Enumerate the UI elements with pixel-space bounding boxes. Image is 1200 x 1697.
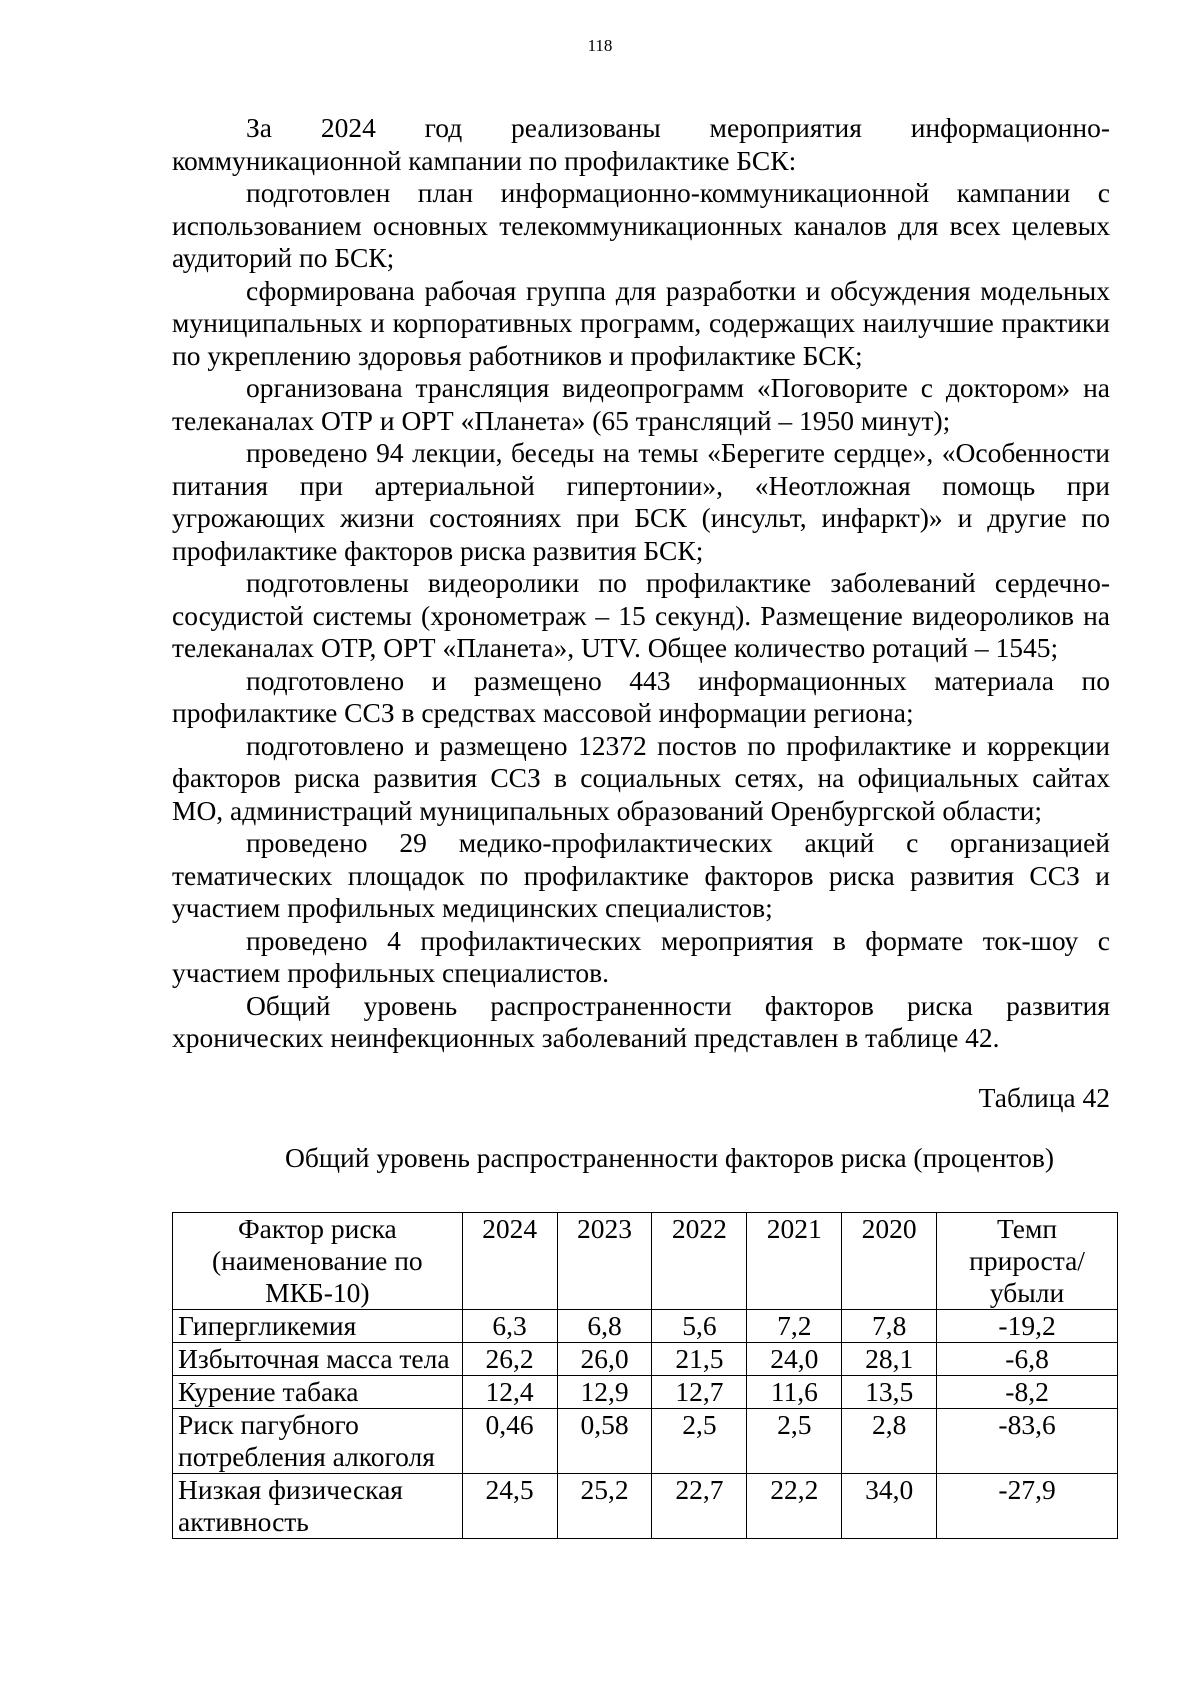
paragraph: организована трансляция видеопрограмм «Поговорите с доктором» на телеканалах ОТР и ОРТ «Планета» (65 трансляций – 1950 минут); bbox=[172, 372, 1110, 436]
paragraph: проведено 4 профилактических мероприятия в формате ток-шоу с участием профильных специалистов. bbox=[172, 924, 1110, 988]
cell-value: 28,1 bbox=[842, 1343, 937, 1376]
paragraph: За 2024 год реализованы мероприятия информационно-коммуникационной кампании по профилактике БСК: bbox=[172, 112, 1110, 176]
header-year: 2024 bbox=[462, 1213, 557, 1310]
table-caption: Таблица 42 bbox=[978, 1082, 1110, 1113]
cell-value: 24,5 bbox=[462, 1474, 557, 1539]
paragraph: проведено 29 медико-профилактических акций с организацией тематических площадок по профилактике факторов риска развития ССЗ и участием профильных медицинских специалистов; bbox=[172, 827, 1110, 923]
cell-growth: -8,2 bbox=[937, 1376, 1118, 1409]
cell-value: 24,0 bbox=[747, 1343, 842, 1376]
paragraph: Общий уровень распространенности факторов риска развития хронических неинфекционных заболеваний представлен в таблице 42. bbox=[172, 989, 1110, 1053]
risk-factors-table bbox=[172, 1212, 1118, 1539]
header-growth: Темп прироста/ убыли bbox=[937, 1213, 1118, 1310]
cell-growth: -19,2 bbox=[937, 1310, 1118, 1343]
page-number: 118 bbox=[587, 36, 613, 55]
paragraph: сформирована рабочая группа для разработки и обсуждения модельных муниципальных и корпоративных программ, содержащих наилучшие практики по укреплению здоровья работников и профилактике БСК; bbox=[172, 274, 1110, 371]
cell-value: 22,2 bbox=[747, 1474, 842, 1539]
cell-value: 13,5 bbox=[842, 1376, 937, 1409]
header-year: 2023 bbox=[557, 1213, 652, 1310]
cell-value: 22,7 bbox=[652, 1474, 747, 1539]
cell-value: 0,46 bbox=[462, 1409, 557, 1474]
header-year: 2022 bbox=[652, 1213, 747, 1310]
cell-value: 12,4 bbox=[462, 1376, 557, 1409]
cell-growth: -6,8 bbox=[937, 1343, 1118, 1376]
table-row bbox=[173, 1310, 1118, 1343]
cell-factor: Курение табака bbox=[173, 1376, 463, 1409]
header-factor: Фактор риска (наименование по МКБ-10) bbox=[173, 1213, 463, 1310]
header-year: 2020 bbox=[842, 1213, 937, 1310]
table-header-row bbox=[173, 1213, 1118, 1310]
table-row bbox=[173, 1409, 1118, 1474]
cell-factor: Избыточная масса тела bbox=[173, 1343, 463, 1376]
cell-value: 12,7 bbox=[652, 1376, 747, 1409]
cell-value: 2,8 bbox=[842, 1409, 937, 1474]
paragraph: подготовлено и размещено 12372 постов по профилактике и коррекции факторов риска развития ССЗ в социальных сетях, на официальных сайтах МО, администраций муниципальных образований Оренбургской области; bbox=[172, 729, 1110, 826]
header-year: 2021 bbox=[747, 1213, 842, 1310]
cell-value: 26,2 bbox=[462, 1343, 557, 1376]
table-row bbox=[173, 1474, 1118, 1539]
cell-value: 34,0 bbox=[842, 1474, 937, 1539]
cell-value: 7,2 bbox=[747, 1310, 842, 1343]
cell-growth: -83,6 bbox=[937, 1409, 1118, 1474]
cell-value: 5,6 bbox=[652, 1310, 747, 1343]
paragraph: подготовлено и размещено 443 информационных материала по профилактике ССЗ в средствах массовой информации региона; bbox=[172, 664, 1110, 728]
table-row bbox=[173, 1343, 1118, 1376]
cell-value: 25,2 bbox=[557, 1474, 652, 1539]
paragraph: подготовлен план информационно-коммуникационной кампании с использованием основных телекоммуникационных каналов для всех целевых аудиторий по БСК; bbox=[172, 177, 1110, 273]
cell-value: 6,8 bbox=[557, 1310, 652, 1343]
body-text bbox=[172, 112, 1110, 1055]
cell-value: 11,6 bbox=[747, 1376, 842, 1409]
cell-value: 12,9 bbox=[557, 1376, 652, 1409]
cell-factor: Риск пагубного потребления алкоголя bbox=[173, 1409, 463, 1474]
cell-value: 0,58 bbox=[557, 1409, 652, 1474]
cell-value: 7,8 bbox=[842, 1310, 937, 1343]
table-title: Общий уровень распространенности факторов риска (процентов) bbox=[285, 1142, 1054, 1173]
paragraph: подготовлены видеоролики по профилактике заболеваний сердечно-сосудистой системы (хронометраж – 15 секунд). Размещение видеороликов на телеканалах ОТР, ОРТ «Планета», UTV. Общее количество ротаций – 1545; bbox=[172, 567, 1110, 663]
table-row bbox=[173, 1376, 1118, 1409]
cell-growth: -27,9 bbox=[937, 1474, 1118, 1539]
cell-factor: Гипергликемия bbox=[173, 1310, 463, 1343]
cell-value: 26,0 bbox=[557, 1343, 652, 1376]
cell-value: 2,5 bbox=[652, 1409, 747, 1474]
cell-factor: Низкая физическая активность bbox=[173, 1474, 463, 1539]
cell-value: 2,5 bbox=[747, 1409, 842, 1474]
cell-value: 21,5 bbox=[652, 1343, 747, 1376]
cell-value: 6,3 bbox=[462, 1310, 557, 1343]
paragraph: проведено 94 лекции, беседы на темы «Берегите сердце», «Особенности питания при артериальной гипертонии», «Неотложная помощь при угрожающих жизни состояниях при БСК (инсульт, инфаркт)» и другие по профилактике факторов риска развития БСК; bbox=[172, 437, 1110, 566]
